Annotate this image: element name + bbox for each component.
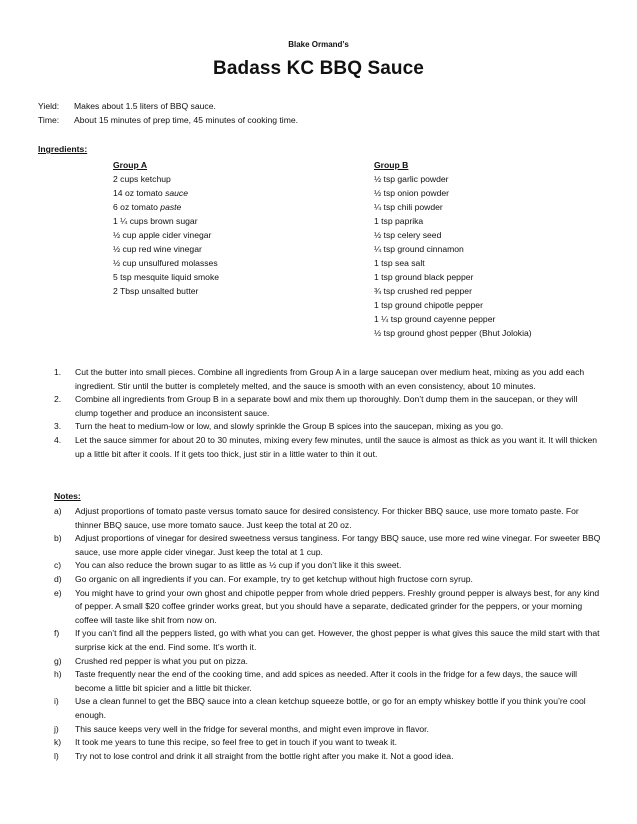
note-item (54, 723, 602, 737)
ingredient-item: ¼ tsp chili powder (374, 202, 443, 212)
note-item (54, 573, 602, 587)
note-text: Use a clean funnel to get the BBQ sauce into a clean ketchup squeeze bottle, or go for an empty whiskey bottle if you think you’re cool enough. (75, 696, 586, 720)
note-letter: j) (54, 723, 59, 734)
ingredient-text: 14 oz tomato (113, 188, 166, 198)
group-b-title: Group B (374, 160, 409, 170)
ingredients-heading: Ingredients: (38, 144, 88, 154)
group-b-list (374, 172, 532, 340)
ingredient-item: 1 ¼ tsp ground cayenne pepper (374, 314, 496, 324)
note-text: This sauce keeps very well in the fridge for several months, and might even improve in flavor. (75, 723, 429, 734)
instruction-step (54, 434, 602, 461)
step-number: 4. (54, 434, 62, 445)
ingredient-item (113, 186, 219, 200)
ingredient-text: ½ cup red wine vinegar (113, 244, 202, 254)
note-letter: e) (54, 587, 62, 598)
note-letter: f) (54, 628, 60, 639)
instruction-step (54, 366, 602, 393)
note-letter: k) (54, 737, 62, 748)
notes-list (54, 505, 602, 763)
step-text: Cut the butter into small pieces. Combine all ingredients from Group A in a large saucepan over medium heat, mixing as you add each ingredient. Stir until the butter is completely melted, and the sauce is smooth with an even consistency, about 10 minutes. (75, 367, 585, 391)
note-letter: h) (54, 669, 62, 680)
ingredient-item: ½ tsp ground ghost pepper (Bhut Jolokia) (374, 328, 532, 338)
note-item (54, 668, 602, 695)
step-number: 2. (54, 394, 62, 405)
note-text: Adjust proportions of tomato paste versus tomato sauce for desired consistency. For thicker BBQ sauce, use more tomato paste. For thinner BBQ sauce, use more tomato sauce. Just keep the total at 20 oz. (75, 506, 579, 530)
ingredient-item (113, 172, 219, 186)
ingredient-item (113, 270, 219, 284)
time-row (38, 113, 298, 127)
group-a-list (113, 172, 219, 298)
recipe-title: Badass KC BBQ Sauce (213, 58, 424, 79)
step-text: Combine all ingredients from Group B in a separate bowl and mix them up thoroughly. Don’t dump them in the saucepan, or they will clump together and produce an inconsistent sauce. (75, 394, 578, 418)
note-text: You might have to grind your own ghost and chipotle pepper from whole dried peppers. Freshly ground pepper is always best, for any kind of pepper. A small $20 coffee grinder works great, but you should have a separate, dedicated grinder for the peppers, or your morning coffee will taste like shit from now on. (75, 587, 600, 625)
ingredient-item: 1 tsp paprika (374, 216, 424, 226)
notes-heading: Notes: (54, 491, 81, 501)
ingredient-item: ½ tsp onion powder (374, 188, 450, 198)
note-text: Taste frequently near the end of the cooking time, and add spices as needed. After it cools in the fridge for a few days, the sauce will become a little bit spicier and a little bit thicker. (75, 669, 578, 693)
note-item (54, 559, 602, 573)
ingredient-text: 6 oz tomato (113, 202, 161, 212)
note-text: You can also reduce the brown sugar to as little as ½ cup if you don’t like it this sweet. (75, 560, 402, 571)
ingredient-group-b (374, 158, 532, 340)
note-letter: b) (54, 533, 62, 544)
note-letter: g) (54, 655, 62, 666)
note-letter: l) (54, 750, 59, 761)
note-text: If you can’t find all the peppers listed, go with what you can get. However, the ghost pepper is what gives this sauce the mild start with that surprise kick at the end. Find some. It’s worth it. (75, 628, 600, 652)
note-item (54, 587, 602, 628)
yield-value: Makes about 1.5 liters of BBQ sauce. (74, 101, 216, 111)
instruction-step (54, 420, 602, 434)
note-letter: c) (54, 560, 62, 571)
ingredient-text: 2 Tbsp unsalted butter (113, 286, 199, 296)
ingredient-text: 2 cups ketchup (113, 174, 171, 184)
ingredient-item (113, 214, 219, 228)
step-number: 3. (54, 421, 62, 432)
note-item (54, 627, 602, 654)
note-item (54, 736, 602, 750)
ingredient-item: ½ tsp garlic powder (374, 174, 449, 184)
instruction-step (54, 393, 602, 420)
ingredient-item (113, 242, 219, 256)
note-text: Go organic on all ingredients if you can. For example, try to get ketchup without high fructose corn syrup. (75, 573, 473, 584)
yield-label: Yield: (38, 101, 60, 111)
ingredient-emphasis: sauce (165, 188, 189, 198)
step-text: Let the sauce simmer for about 20 to 30 minutes, mixing every few minutes, until the sauce is almost as thick as you want it. It will thicken up a little bit after it cools. If it gets too thick, just stir in a little water to thin it out. (75, 434, 598, 459)
group-a-title: Group A (113, 160, 148, 170)
ingredient-item: 1 tsp ground black pepper (374, 272, 474, 282)
ingredient-text: 1 ¼ cups brown sugar (113, 216, 198, 226)
note-text: Crushed red pepper is what you put on pizza. (75, 655, 248, 666)
note-item (54, 505, 602, 532)
ingredient-item (113, 228, 219, 242)
ingredient-text: 5 tsp mesquite liquid smoke (113, 272, 220, 282)
ingredient-text: ½ cup unsulfured molasses (113, 258, 218, 268)
yield-row (38, 99, 216, 113)
note-item (54, 750, 602, 764)
ingredient-group-a (113, 158, 219, 298)
note-text: Adjust proportions of vinegar for desired sweetness versus tanginess. For tangy BBQ sauce, use more red wine vinegar. For sweeter BBQ sauce, use more apple cider vinegar. Just keep the total at 1 cup. (75, 533, 601, 557)
note-letter: i) (54, 696, 59, 707)
note-item (54, 532, 602, 559)
ingredient-emphasis: paste (160, 202, 182, 212)
time-label: Time: (38, 115, 60, 125)
ingredient-item (113, 256, 219, 270)
ingredient-item: ½ tsp celery seed (374, 230, 442, 240)
step-text: Turn the heat to medium-low or low, and slowly sprinkle the Group B spices into the saucepan, mixing as you go. (75, 421, 504, 432)
ingredient-text: ½ cup apple cider vinegar (113, 230, 212, 240)
step-number: 1. (54, 367, 62, 377)
time-value: About 15 minutes of prep time, 45 minutes of cooking time. (74, 115, 299, 125)
ingredient-item: ¾ tsp crushed red pepper (374, 286, 472, 296)
note-item (54, 695, 602, 722)
ingredient-item: ¼ tsp ground cinnamon (374, 244, 464, 254)
ingredient-item: 1 tsp sea salt (374, 258, 425, 268)
ingredient-item: 1 tsp ground chipotle pepper (374, 300, 483, 310)
note-text: It took me years to tune this recipe, so feel free to get in touch if you want to tweak it. (75, 737, 397, 748)
note-letter: d) (54, 573, 62, 584)
instruction-steps (54, 366, 602, 461)
author-line: Blake Ormand’s (288, 40, 349, 49)
ingredient-item (113, 200, 219, 214)
note-item (54, 655, 602, 669)
ingredient-item (113, 284, 219, 298)
note-text: Try not to lose control and drink it all straight from the bottle right after you make it. Not a good idea. (75, 750, 454, 761)
note-letter: a) (54, 506, 62, 516)
